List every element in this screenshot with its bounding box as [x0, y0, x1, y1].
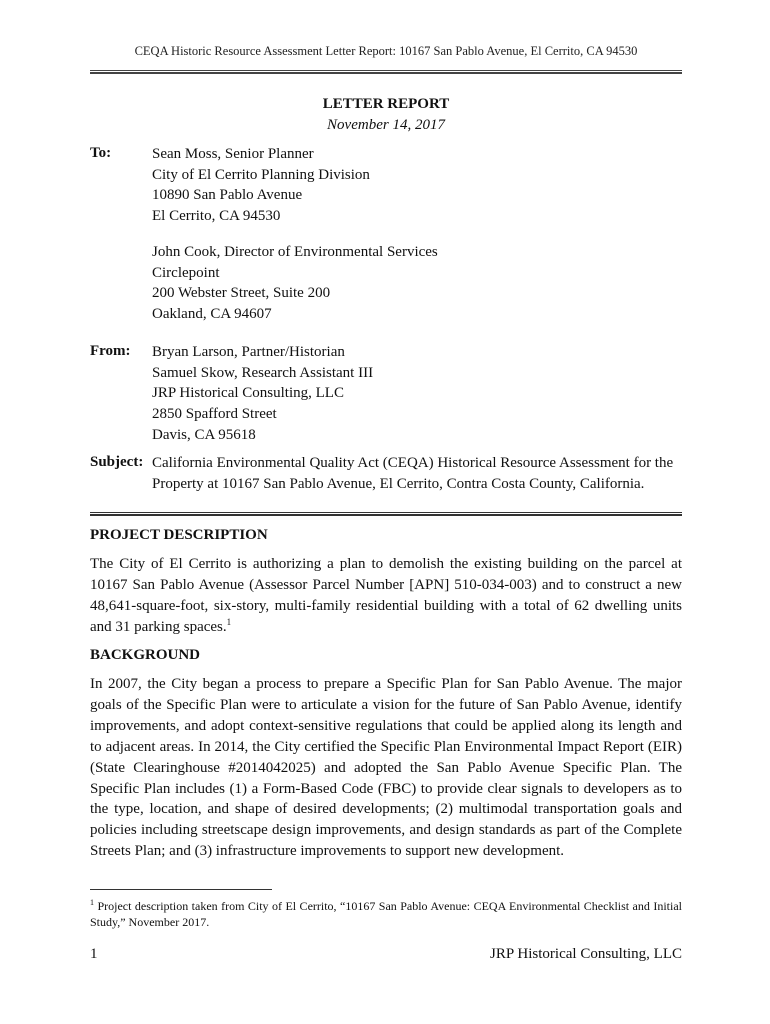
- from-label: From:: [90, 343, 131, 359]
- footnote-text: Project description taken from City of El Cerrito, “10167 San Pablo Avenue: CEQA Environmental Checklist and Initial Study,” November 2017.: [90, 899, 682, 929]
- running-header: CEQA Historic Resource Assessment Letter Report: 10167 San Pablo Avenue, El Cerrito, CA 94530: [134, 44, 638, 58]
- project-description-heading: PROJECT DESCRIPTION: [90, 527, 268, 543]
- section-rule: [90, 512, 682, 516]
- address-line: Circlepoint: [152, 264, 220, 281]
- address-line: Oakland, CA 94607: [152, 306, 272, 323]
- footnote-number: 1: [90, 898, 94, 907]
- address-line: 10890 San Pablo Avenue: [152, 187, 303, 204]
- address-line: Samuel Skow, Research Assistant III: [152, 364, 374, 381]
- to-recipient-1: [152, 144, 370, 227]
- address-line: JRP Historical Consulting, LLC: [152, 385, 344, 402]
- background-heading: BACKGROUND: [90, 647, 201, 663]
- footnote-ref: 1: [226, 616, 232, 627]
- address-line: 2850 Spafford Street: [152, 406, 277, 423]
- subject-label: Subject:: [90, 454, 144, 470]
- footer-organization: JRP Historical Consulting, LLC: [490, 946, 682, 962]
- from-block: [152, 342, 373, 446]
- header-rule: [90, 70, 682, 74]
- to-label: To:: [90, 145, 112, 161]
- subject-text: California Environmental Quality Act (CEQA) Historical Resource Assessment for the Property at 10167 San Pablo Avenue, El Cerrito, Contra Costa County, California.: [152, 455, 674, 492]
- address-line: Bryan Larson, Partner/Historian: [152, 344, 345, 360]
- report-date: November 14, 2017: [327, 117, 445, 133]
- page-number: 1: [90, 946, 98, 962]
- address-line: John Cook, Director of Environmental Services: [152, 244, 438, 260]
- project-description-paragraph: [90, 554, 682, 638]
- address-line: Sean Moss, Senior Planner: [152, 146, 314, 162]
- address-line: City of El Cerrito Planning Division: [152, 166, 370, 183]
- to-recipient-2: [152, 242, 438, 325]
- paragraph-text: The City of El Cerrito is authorizing a plan to demolish the existing building on the parcel at 10167 San Pablo Avenue (Assessor Parcel Number [APN] 510-034-003) and to construct a new 48,641-square-foot, six-story, multi-family residential building with a total of 62 dwelling units and 31 parking spaces.: [90, 556, 682, 635]
- address-line: 200 Webster Street, Suite 200: [152, 285, 331, 302]
- report-title: LETTER REPORT: [322, 96, 450, 112]
- background-paragraph: In 2007, the City began a process to prepare a Specific Plan for San Pablo Avenue. The major goals of the Specific Plan were to articulate a vision for the future of San Pablo Avenue, identify improvements, and adopt context-sensitive regulations that could be applied along its length and to adjacent areas. In 2014, the City certified the Specific Plan Environmental Impact Report (EIR) (State Clearinghouse #2014042025) and adopted the San Pablo Avenue Specific Plan. The Specific Plan includes (1) a Form-Based Code (FBC) to provide clear signals to developers as to the type, location, and shape of desired developments; (2) multimodal transportation goals and policies including streetscape design improvements, and design standards as part of the Complete Streets Plan; and (3) infrastructure improvements to support new development.: [90, 676, 682, 860]
- footnote-rule: [90, 889, 272, 890]
- address-line: Davis, CA 95618: [152, 426, 256, 443]
- footnote: [90, 898, 682, 930]
- address-line: El Cerrito, CA 94530: [152, 208, 281, 225]
